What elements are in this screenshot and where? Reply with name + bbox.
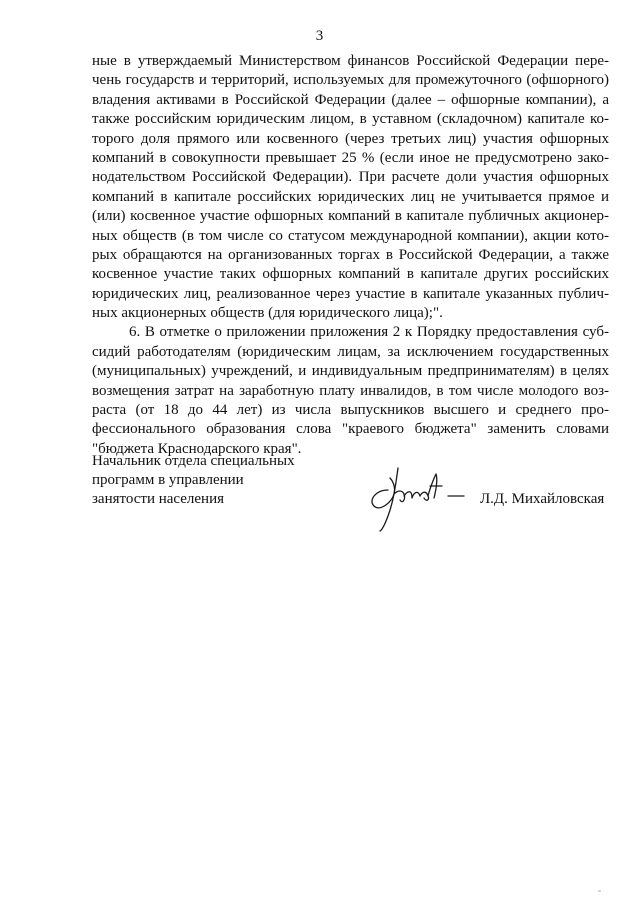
text-line: сидий работодателям (юридическим лицам, за исключением государственных (92, 343, 609, 360)
position-line: программ в управлении (92, 472, 244, 488)
signatory-name: Л.Д. Михайловская (480, 491, 605, 507)
text-line: ные в утверждаемый Министерством финансов Российской Федерации пере- (92, 53, 609, 69)
text-line: также российским юридическим лицом, в уставном (складочном) капитале ко- (92, 111, 609, 128)
position-line: Начальник отдела специальных (92, 453, 295, 469)
signature-block (92, 452, 609, 532)
text-line: владения активами в Российской Федерации (далее – офшорные компании), а (92, 91, 609, 108)
text-line: компаний в капитале российских юридических лиц не учитывается прямое и (92, 188, 609, 205)
text-line: компаний в совокупности превышает 25 % (если иное не предусмотрено зако- (92, 149, 609, 166)
text-line: юридических лиц, реализованное через участие в капитале указанных публич- (92, 285, 609, 302)
text-line: (или) косвенное участие офшорных компаний в капитале публичных акционер- (92, 208, 609, 225)
text-line: косвенное участие таких офшорных компаний в капитале других российских (92, 266, 609, 283)
text-line: ных акционерных обществ (для юридического лица);". (92, 305, 443, 322)
text-line: рых обращаются на организованных торгах в Российской Федерации, а также (92, 246, 609, 263)
text-line: (муниципальных) учреждений, и индивидуальным предпринимателям) в целях (92, 363, 609, 380)
text-line: "бюджета Краснодарского края". (92, 440, 302, 457)
text-line: фессионального образования слова "краевого бюджета" заменить словами (92, 421, 609, 438)
text-line: торого доля прямого или косвенного (через третьих лиц) участия офшорных (92, 130, 609, 147)
text-line: возмещения затрат на заработную плату инвалидов, в том числе молодого воз- (92, 382, 609, 399)
document-body (92, 52, 609, 459)
text-line: раста (от 18 до 44 лет) из числа выпускников высшего и среднего про- (92, 402, 609, 419)
scan-speck (598, 890, 601, 892)
handwritten-signature (358, 460, 468, 532)
position-line: занятости населения (92, 491, 225, 507)
paragraph-6-first-line: 6. В отметке о приложении приложения 2 к Порядку предоставления суб- (129, 324, 609, 341)
text-line: нодательством Российской Федерации). При расчете доли участия офшорных (92, 169, 609, 186)
text-line: чень государств и территорий, используемых для промежуточного (офшорного) (92, 72, 609, 89)
text-line: ных обществ (в том числе со статусом международной компании), акции кото- (92, 227, 609, 244)
signatory-position (92, 452, 295, 509)
page-number: 3 (315, 28, 324, 44)
